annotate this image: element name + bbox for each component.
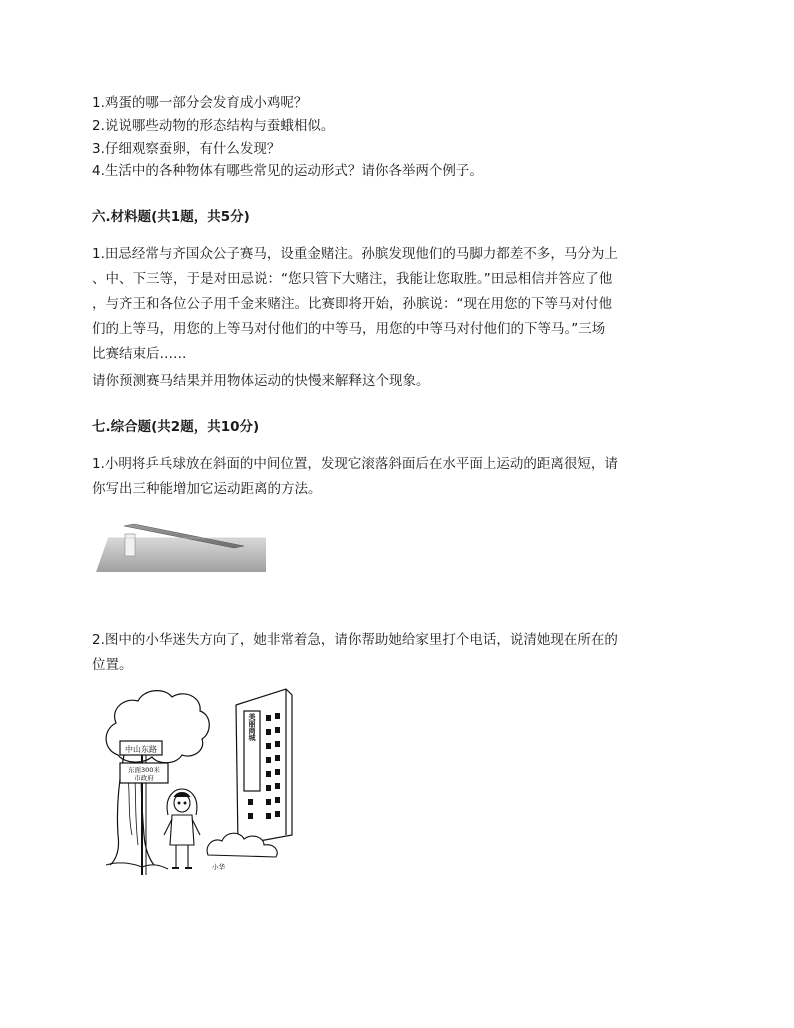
- story-line: 、中、下三等，于是对田忌说：“您只管下大赌注，我能让您取胜。”田忌相信并答应了他: [92, 271, 613, 287]
- street-scene-figure: [98, 685, 298, 890]
- building-icon: [236, 689, 292, 845]
- sign-top-text: 中山东路: [125, 745, 157, 754]
- sign-bottom-line-2: 市政府: [134, 774, 154, 782]
- table-surface: [96, 538, 266, 572]
- question-line: 位置。: [92, 657, 133, 673]
- question-5-4: 4.生活中的各种物体有哪些常见的运动形式？请你各举两个例子。: [92, 163, 483, 179]
- question-line: 1.小明将乒乓球放在斜面的中间位置，发现它滚落斜面后在水平面上运动的距离很短，请: [92, 456, 618, 472]
- section-6-title: 六.材料题(共1题，共5分): [92, 209, 250, 225]
- story-line: 比赛结束后……: [92, 346, 187, 362]
- question-5-1: 1.鸡蛋的哪一部分会发育成小鸡呢？: [92, 95, 308, 111]
- girl-label: 小华: [212, 863, 225, 871]
- question-line: 2.图中的小华迷失方向了，她非常着急，请你帮助她给家里打个电话，说清她现在所在的: [92, 632, 618, 648]
- section-7-title: 七.综合题(共2题，共10分): [92, 419, 260, 435]
- story-line: 们的上等马，用您的上等马对付他们的中等马，用您的中等马对付他们的下等马。”三场: [92, 321, 606, 337]
- story-line: ，与齐王和各位公子用千金来赌注。比赛即将开始，孙膑说：“现在用您的下等马对付他: [92, 296, 612, 312]
- story-line: 1.田忌经常与齐国众公子赛马，设重金赌注。孙膑发现他们的马脚力都差不多，马分为上: [92, 246, 618, 262]
- material-question-text: [92, 242, 704, 367]
- question-5-3: 3.仔细观察蚕卵，有什么发现？: [92, 141, 281, 157]
- support-block: [125, 534, 135, 556]
- sign-bottom-line-1: 东面300米: [128, 766, 160, 774]
- question-line: 你写出三种能增加它运动距离的方法。: [92, 481, 322, 497]
- girl-icon: [164, 789, 226, 871]
- comprehensive-question-2: [92, 628, 704, 678]
- question-5-2: 2.说说哪些动物的形态结构与蚕蛾相似。: [92, 118, 335, 134]
- building-sign-text: 美丽商城: [248, 713, 256, 741]
- material-prompt: 请你预测赛马结果并用物体运动的快慢来解释这个现象。: [92, 373, 430, 389]
- comprehensive-question-1: [92, 452, 704, 502]
- ramp-figure: [94, 516, 268, 576]
